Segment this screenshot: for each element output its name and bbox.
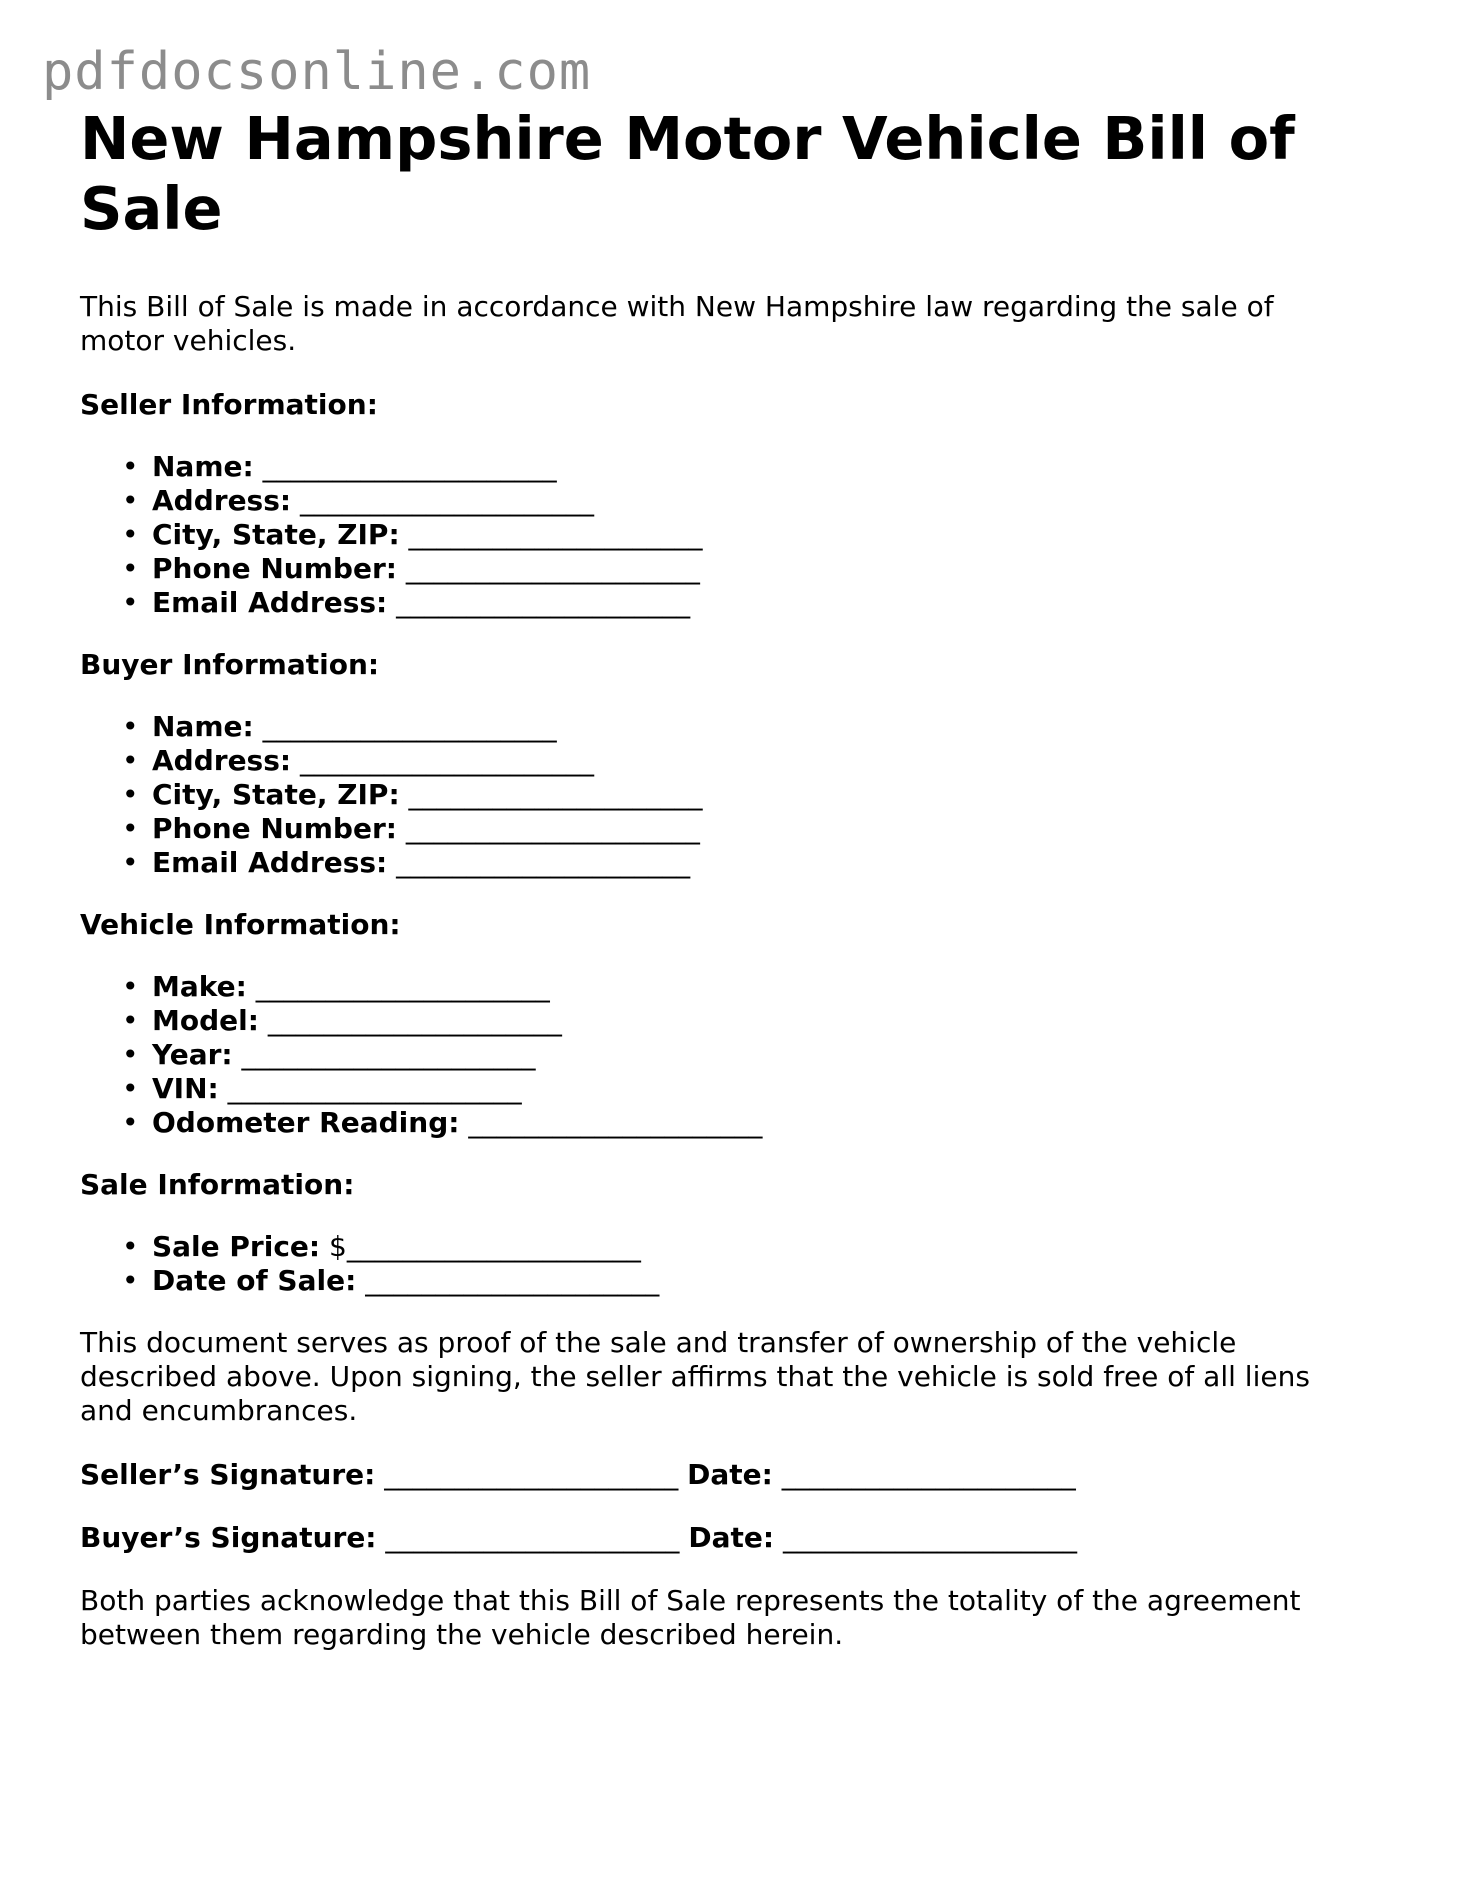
document-body	[80, 104, 1380, 1682]
watermark-text: pdfdocsonline.com	[42, 42, 592, 102]
field-label: City, State, ZIP:	[152, 518, 400, 551]
intro-paragraph: This Bill of Sale is made in accordance with New Hampshire law regarding the sale of motor vehicles.	[80, 290, 1274, 357]
field-label: Model:	[152, 1004, 259, 1037]
field-blank[interactable]: _____________________	[365, 1264, 660, 1297]
field-blank[interactable]: _____________________	[241, 1038, 536, 1071]
buyer-signature-line	[80, 1521, 1380, 1555]
seller-city-state-zip-field[interactable]	[152, 518, 1380, 552]
acknowledgement-paragraph: Both parties acknowledge that this Bill of Sale represents the totality of the agreement between them regarding the vehicle described herein.	[80, 1584, 1301, 1651]
field-blank[interactable]: _____________________	[405, 812, 700, 845]
seller-field-list	[80, 450, 1380, 620]
document-title: New Hampshire Motor Vehicle Bill of Sale	[80, 104, 1295, 243]
field-label: Phone Number:	[152, 552, 397, 585]
field-label: Email Address:	[152, 846, 388, 879]
vehicle-make-field[interactable]	[152, 970, 1380, 1004]
buyer-section-heading: Buyer Information:	[80, 648, 380, 681]
field-blank[interactable]: _____________________	[300, 484, 594, 517]
seller-address-field[interactable]	[152, 484, 1380, 518]
field-blank[interactable]: _____________________	[396, 586, 691, 619]
field-blank[interactable]: _____________________	[227, 1072, 522, 1105]
buyer-email-field[interactable]	[152, 846, 1380, 880]
field-label: Odometer Reading:	[152, 1106, 460, 1139]
sale-field-list	[80, 1230, 1380, 1298]
field-label: Date of Sale:	[152, 1264, 357, 1297]
field-label: Year:	[152, 1038, 233, 1071]
seller-phone-field[interactable]	[152, 552, 1380, 586]
sale-date-field[interactable]	[152, 1264, 1380, 1298]
vehicle-year-field[interactable]	[152, 1038, 1380, 1072]
vehicle-vin-field[interactable]	[152, 1072, 1380, 1106]
buyer-city-state-zip-field[interactable]	[152, 778, 1380, 812]
seller-date-label: Date:	[687, 1458, 773, 1491]
seller-section-heading: Seller Information:	[80, 388, 378, 421]
field-label: Make:	[152, 970, 247, 1003]
field-label: Address:	[152, 484, 292, 517]
seller-signature-label: Seller’s Signature:	[80, 1458, 376, 1491]
field-blank[interactable]: _____________________	[396, 846, 691, 879]
seller-signature-blank[interactable]: _____________________	[384, 1458, 679, 1491]
buyer-date-label: Date:	[688, 1521, 775, 1554]
buyer-signature-label: Buyer’s Signature:	[80, 1521, 377, 1554]
field-blank[interactable]: _____________________	[262, 710, 557, 743]
field-label: City, State, ZIP:	[152, 778, 400, 811]
field-blank[interactable]: _____________________	[267, 1004, 562, 1037]
vehicle-section-heading: Vehicle Information:	[80, 908, 401, 941]
buyer-name-field[interactable]	[152, 710, 1380, 744]
seller-name-field[interactable]	[152, 450, 1380, 484]
seller-date-blank[interactable]: _____________________	[781, 1458, 1076, 1491]
seller-email-field[interactable]	[152, 586, 1380, 620]
field-label: Name:	[152, 450, 254, 483]
field-blank[interactable]: _____________________	[300, 744, 594, 777]
sale-price-field[interactable]	[152, 1230, 1380, 1264]
sale-section-heading: Sale Information:	[80, 1168, 355, 1201]
vehicle-field-list	[80, 970, 1380, 1140]
field-label: Phone Number:	[152, 812, 397, 845]
field-label: Email Address:	[152, 586, 388, 619]
vehicle-model-field[interactable]	[152, 1004, 1380, 1038]
buyer-phone-field[interactable]	[152, 812, 1380, 846]
field-blank[interactable]: _____________________	[408, 778, 703, 811]
seller-signature-line	[80, 1458, 1380, 1492]
field-blank[interactable]: _____________________	[408, 518, 703, 551]
field-label: VIN:	[152, 1072, 219, 1105]
buyer-address-field[interactable]	[152, 744, 1380, 778]
field-blank[interactable]: _____________________	[405, 552, 700, 585]
buyer-date-blank[interactable]: _____________________	[782, 1521, 1077, 1554]
field-blank[interactable]: $_____________________	[329, 1230, 641, 1263]
buyer-field-list	[80, 710, 1380, 880]
field-blank[interactable]: _____________________	[262, 450, 557, 483]
field-label: Name:	[152, 710, 254, 743]
field-label: Address:	[152, 744, 292, 777]
field-blank[interactable]: _____________________	[468, 1106, 763, 1139]
field-label: Sale Price:	[152, 1230, 321, 1263]
vehicle-odometer-field[interactable]	[152, 1106, 1380, 1140]
ownership-statement: This document serves as proof of the sale and transfer of ownership of the vehicle described above. Upon signing, the seller affirms that the vehicle is sold free of all liens and encumbrances.	[80, 1326, 1310, 1427]
buyer-signature-blank[interactable]: _____________________	[385, 1521, 680, 1554]
field-blank[interactable]: _____________________	[255, 970, 550, 1003]
